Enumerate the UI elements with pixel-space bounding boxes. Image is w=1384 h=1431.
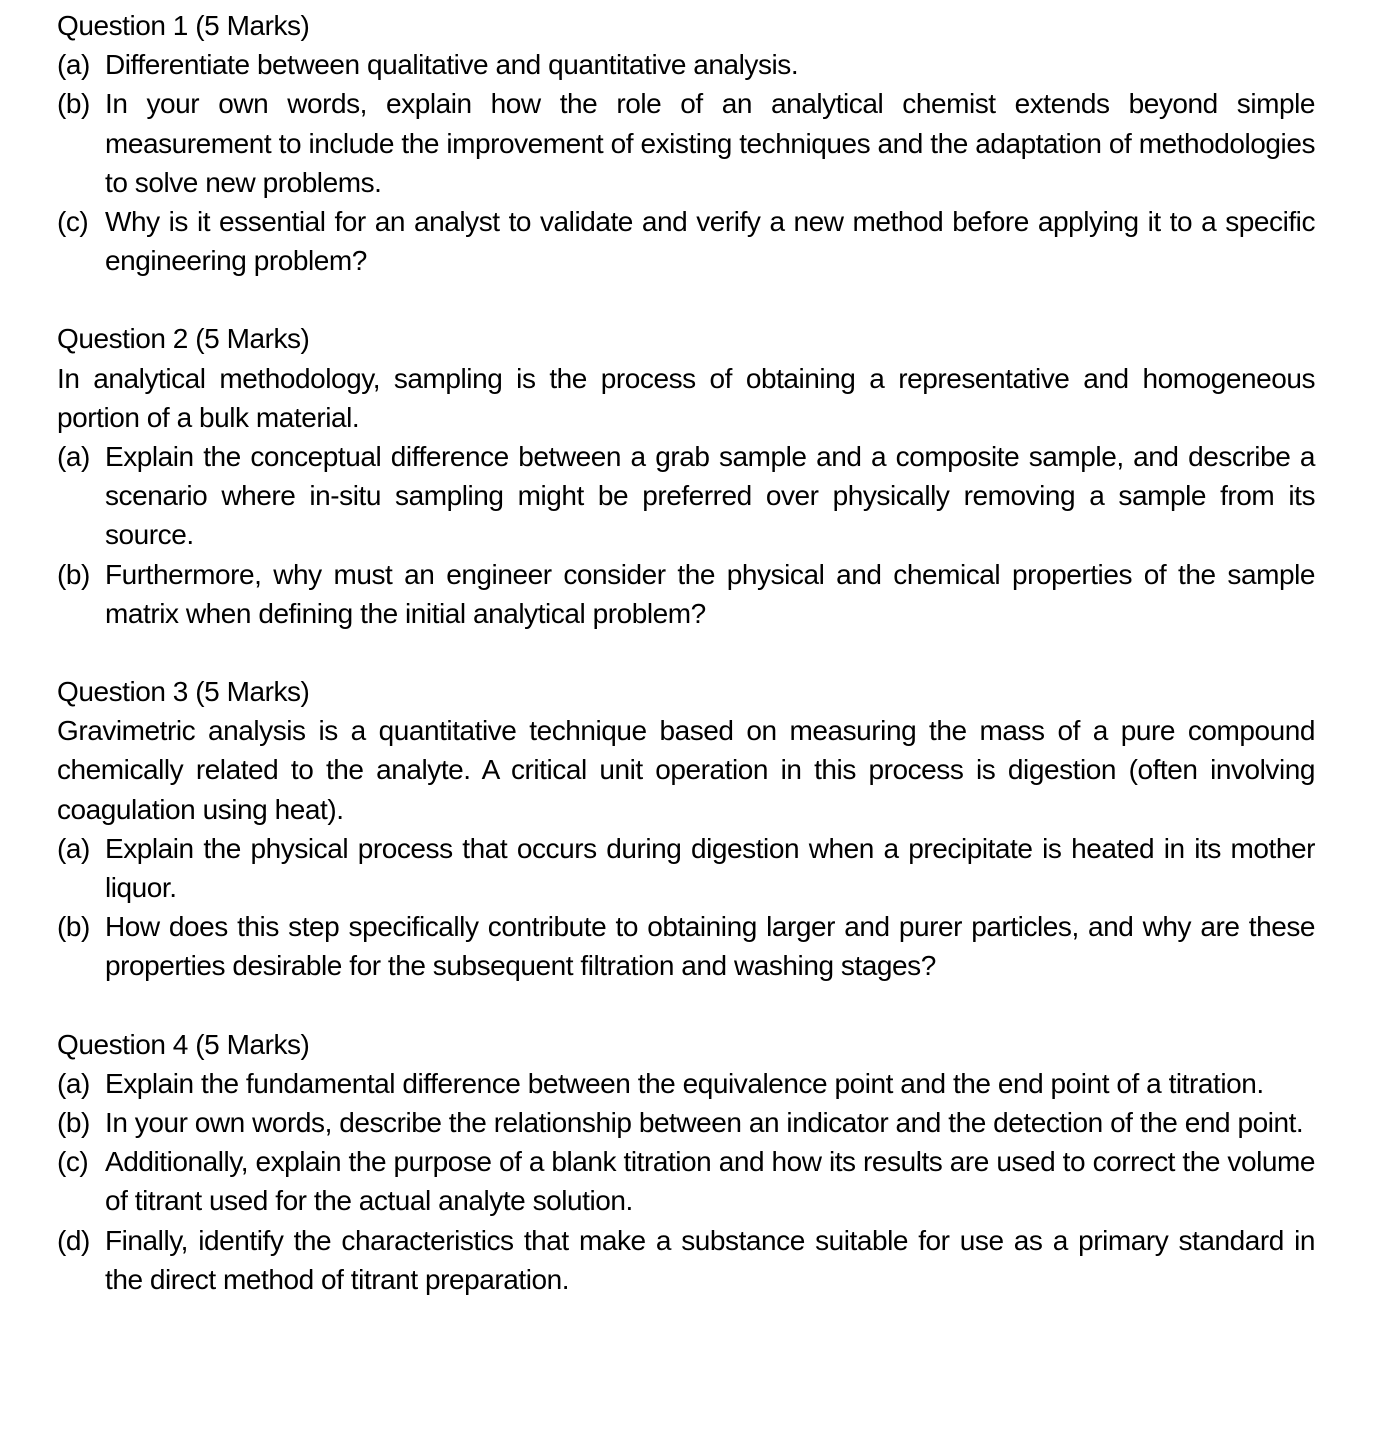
question-part-b: [57, 555, 1315, 633]
question-part-c: [57, 1142, 1315, 1220]
part-text: Why is it essential for an analyst to validate and verify a new method before applying it to a specific engineering problem?: [105, 206, 1315, 277]
question-parts: [57, 437, 1315, 633]
question-part-a: [57, 45, 1315, 84]
question-parts: [57, 45, 1315, 280]
part-label: (b): [57, 1107, 90, 1139]
question-part-d: [57, 1221, 1315, 1299]
question-part-b: [57, 907, 1315, 985]
question-part-a: [57, 437, 1315, 555]
question-part-a: [57, 1064, 1315, 1103]
question-part-c: [57, 202, 1315, 280]
question-sheet: [57, 6, 1315, 1299]
part-text: Differentiate between qualitative and quantitative analysis.: [105, 49, 799, 81]
part-text: Explain the fundamental difference between the equivalence point and the end point of a titration.: [105, 1067, 1264, 1099]
part-label: (a): [57, 1067, 90, 1099]
part-text: Additionally, explain the purpose of a blank titration and how its results are used to correct the volume of titrant used for the actual analyte solution.: [105, 1146, 1315, 1217]
part-label: (c): [57, 206, 89, 238]
question-2: [57, 319, 1315, 633]
part-label: (c): [57, 1146, 89, 1178]
part-label: (b): [57, 88, 90, 120]
question-title: Question 3 (5 Marks): [57, 676, 310, 708]
question-3: [57, 672, 1315, 986]
question-part-b: [57, 84, 1315, 202]
question-intro: In analytical methodology, sampling is the process of obtaining a representative and homogeneous portion of a bulk material.: [57, 362, 1315, 433]
part-text: Finally, identify the characteristics that make a substance suitable for use as a primary standard in the direct method of titrant preparation.: [105, 1224, 1315, 1295]
question-4: [57, 1025, 1315, 1299]
part-label: (a): [57, 832, 90, 864]
question-part-a: [57, 829, 1315, 907]
part-text: How does this step specifically contribute to obtaining larger and purer particles, and why are these properties desirable for the subsequent filtration and washing stages?: [105, 911, 1315, 982]
question-intro: Gravimetric analysis is a quantitative technique based on measuring the mass of a pure compound chemically related to the analyte. A critical unit operation in this process is digestion (often involving coagulation using heat).: [57, 715, 1315, 825]
question-parts: [57, 1064, 1315, 1299]
part-text: Explain the conceptual difference between a grab sample and a composite sample, and describe a scenario where in-situ sampling might be preferred over physically removing a sample from its source.: [105, 441, 1315, 551]
part-text: Furthermore, why must an engineer consider the physical and chemical properties of the sample matrix when defining the initial analytical problem?: [105, 558, 1315, 629]
question-parts: [57, 829, 1315, 986]
part-label: (a): [57, 441, 90, 473]
part-label: (a): [57, 49, 90, 81]
question-title: Question 1 (5 Marks): [57, 10, 310, 41]
question-1: [57, 6, 1315, 280]
question-part-b: [57, 1103, 1315, 1142]
part-label: (d): [57, 1224, 90, 1256]
question-title: Question 2 (5 Marks): [57, 323, 310, 355]
part-text: In your own words, describe the relationship between an indicator and the detection of the end point.: [105, 1107, 1304, 1139]
question-title: Question 4 (5 Marks): [57, 1028, 310, 1060]
part-text: Explain the physical process that occurs during digestion when a precipitate is heated in its mother liquor.: [105, 832, 1315, 904]
part-text: In your own words, explain how the role of an analytical chemist extends beyond simple measurement to include the improvement of existing techniques and the adaptation of methodologies to solve new problems.: [105, 88, 1315, 198]
part-label: (b): [57, 558, 90, 590]
part-label: (b): [57, 911, 90, 943]
